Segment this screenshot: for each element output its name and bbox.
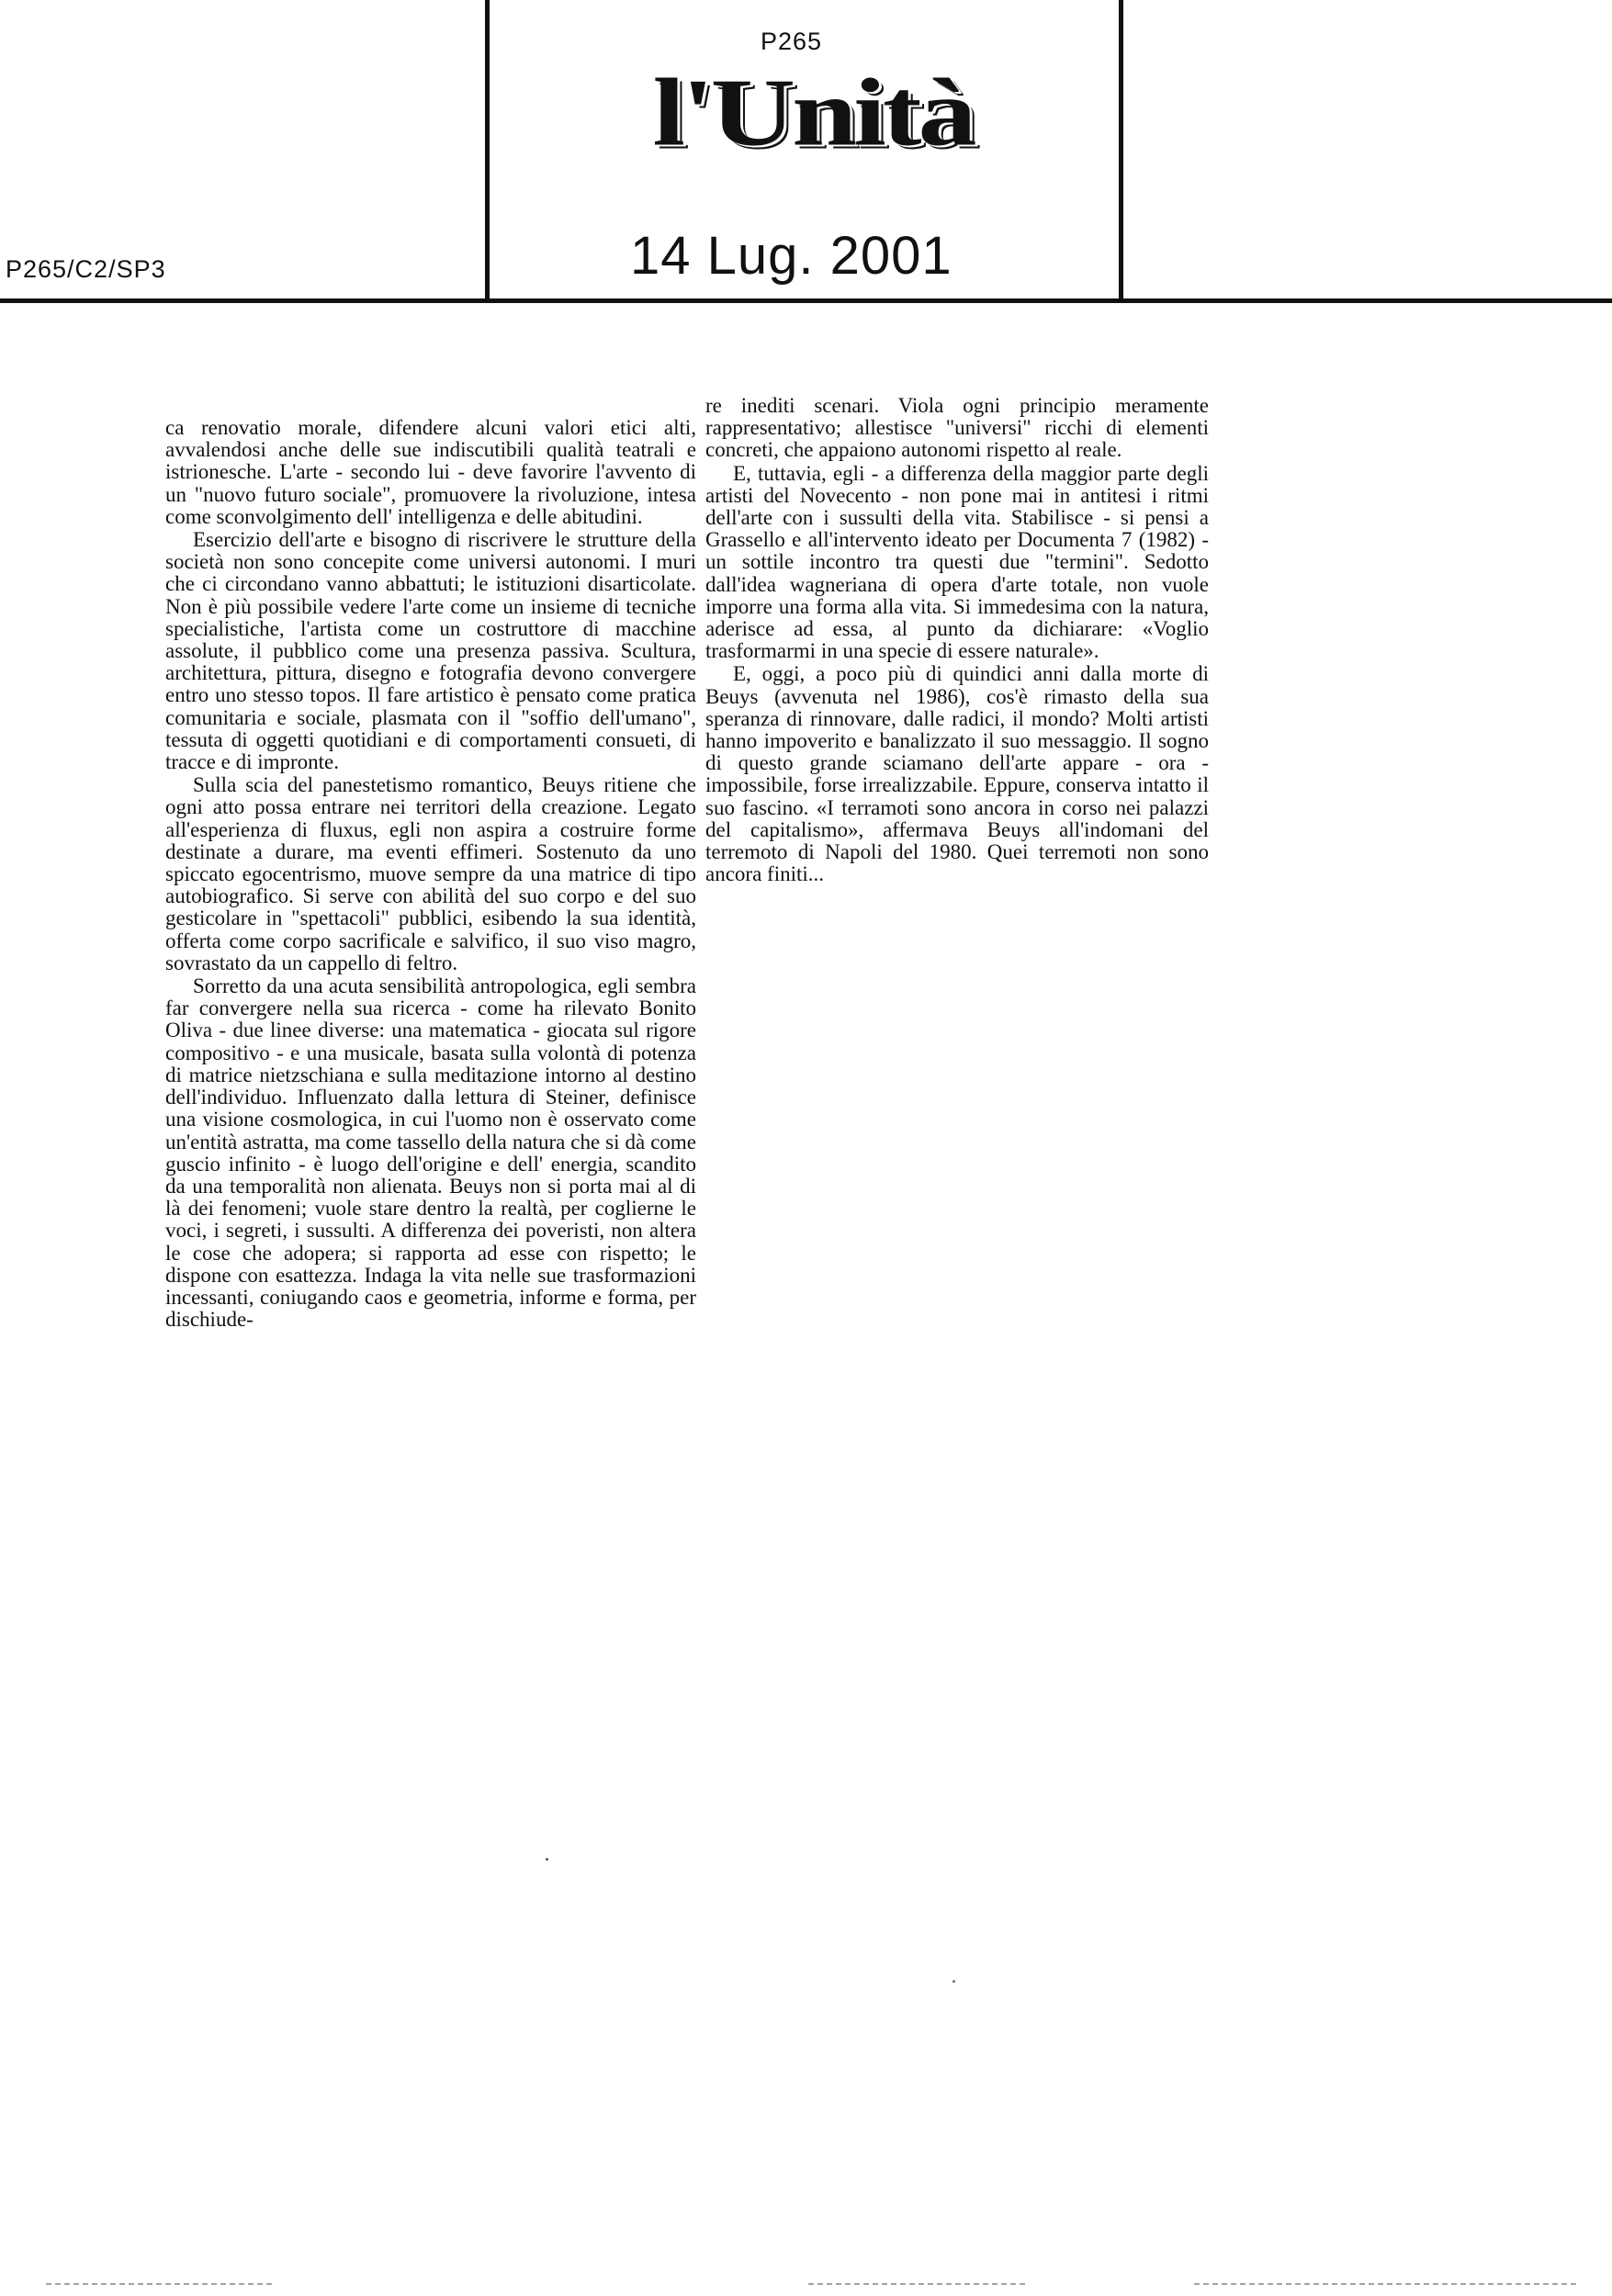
masthead-text: l'Unità (652, 58, 974, 166)
scan-edge-mark (808, 2283, 1029, 2285)
archive-code-top: P265 (761, 28, 823, 55)
header-rule (0, 298, 1612, 303)
paragraph: Esercizio dell'arte e bisogno di riscrivere le strutture della società non sono concepite come universi autonomi. I muri che ci circondano vanno abbattuti; le istituzioni disarticolate. Non è più possibile vedere l'arte come un insieme di tecniche specialistiche, l'artista come un costruttore di macchine assolute, il pubblico come una presenza passiva. Scultura, architettura, pittura, disegno e fotografia devono convergere entro uno stesso topos. Il fare artistico è pensato come pratica comunitaria e sociale, plasmata con il "soffio dell'umano", tessuta di oggetti quotidiani e di comportamenti consueti, di tracce e di impronte. (165, 528, 696, 774)
article-column-2 (705, 395, 1209, 886)
publication-date: 14 Lug. 2001 (630, 226, 953, 286)
header-divider-left (485, 0, 490, 303)
newspaper-masthead (592, 53, 1033, 171)
paragraph: E, tuttavia, egli - a differenza della maggior parte degli artisti del Novecento - non pone mai in antitesi i ritmi dell'arte con i sussulti della vita. Stabilisce - si pensi a Grassello e all'intervento ideato per Documenta 7 (1982) - un sottile incontro tra questi due "termini". Sedotto dall'idea wagneriana di opera d'arte totale, non vuole imporre una forma alla vita. Si immedesima con la natura, aderisce ad essa, al punto da dichiarare: «Voglio trasformarmi in una specie di essere naturale». (705, 461, 1209, 663)
paragraph: ca renovatio morale, difendere alcuni valori etici alti, avvalendosi anche delle sue indiscutibili qualità teatrali e istrionesche. L'arte - secondo lui - deve favorire l'avvento di un "nuovo futuro sociale", promuovere la rivoluzione, intesa come sconvolgimento dell' intelligenza e delle abitudini. (165, 416, 696, 528)
scan-speck (546, 1858, 548, 1861)
paragraph: Sulla scia del panestetismo romantico, Beuys ritiene che ogni atto possa entrare nei territori della creazione. Legato all'esperienza di fluxus, egli non aspira a costruire forme destinate a durare, ma eventi effimeri. Sostenuto da uno spiccato egocentrismo, muove sempre da una matrice di tipo autobiografico. Si serve con abilità del suo corpo e del suo gesticolare in "spettacoli" pubblici, esibendo la sua identità, offerta come corpo sacrificale e salvifico, il suo viso magro, sovrastato da un cappello di feltro. (165, 773, 696, 974)
article-column-1 (165, 417, 696, 1332)
scan-edge-mark (46, 2283, 276, 2285)
scan-edge-mark (1194, 2283, 1580, 2285)
scan-speck (953, 1980, 955, 1983)
paragraph: re inediti scenari. Viola ogni principio meramente rappresentativo; allestisce "universi" ricchi di elementi concreti, che appaiono autonomi rispetto al reale. (705, 394, 1209, 462)
paragraph: E, oggi, a poco più di quindici anni dalla morte di Beuys (avvenuta nel 1986), cos'è rimasto della sua speranza di rinnovare, dalle radici, il mondo? Molti artisti hanno impoverito e banalizzato il suo messaggio. Il sogno di questo grande sciamano dell'arte appare - ora - impossibile, forse irrealizzabile. Eppure, conserva intatto il suo fascino. «I terramoti sono ancora in corso nei palazzi del capitalismo», affermava Beuys all'indomani del terremoto di Napoli del 1980. Quei terremoti non sono ancora finiti... (705, 662, 1209, 886)
header-divider-right (1119, 0, 1123, 303)
paragraph: Sorretto da una acuta sensibilità antropologica, egli sembra far convergere nella sua ricerca - come ha rilevato Bonito Oliva - due linee diverse: una matematica - giocata sul rigore compositivo - e una musicale, basata sulla volontà di potenza di matrice nietzschiana e sulla meditazione intorno al destino dell'individuo. Influenzato dalla lettura di Steiner, definisce una visione cosmologica, in cui l'uomo non è osservato come un'entità astratta, ma come tassello della natura che si dà come guscio infinito - è luogo dell'origine e dell' energia, scandito da una temporalità non alienata. Beuys non si porta mai al di là dei fenomeni; vuole stare dentro la realtà, per coglierne le voci, i segreti, i sussulti. A differenza dei poveristi, non altera le cose che adopera; si rapporta ad esse con rispetto; le dispone con esattezza. Indaga la vita nelle sue trasformazioni incessanti, coniugando caos e geometria, informe e forma, per dischiude- (165, 974, 696, 1332)
archive-code-left: P265/C2/SP3 (6, 255, 166, 283)
